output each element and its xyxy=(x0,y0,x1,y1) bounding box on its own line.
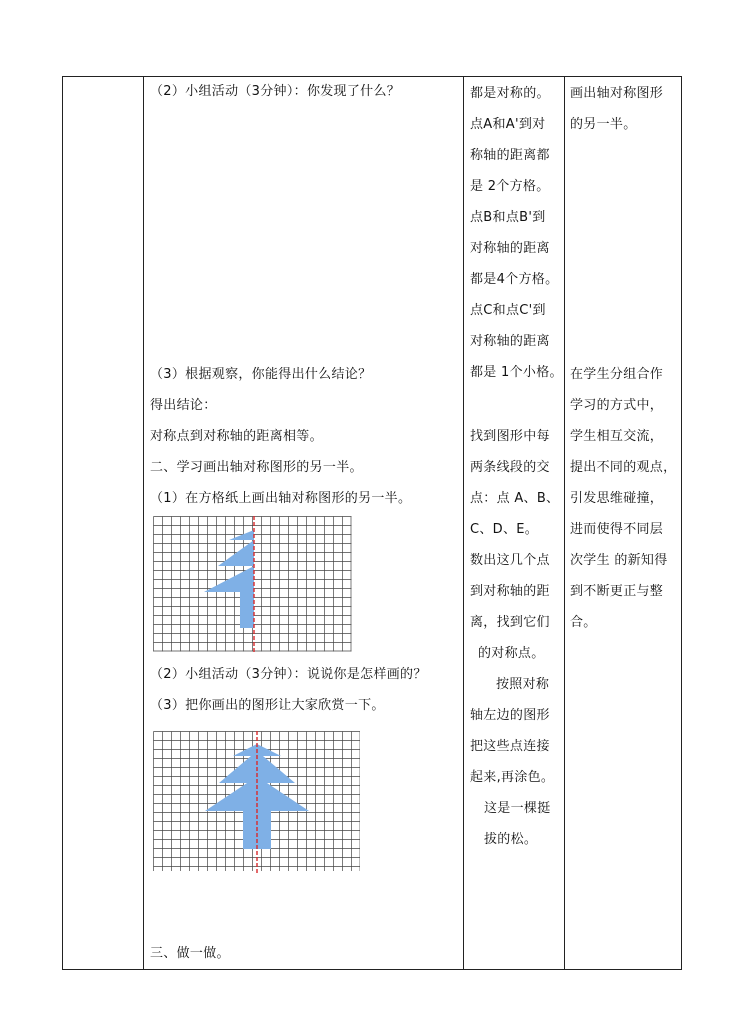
col4-line-6: 提出不同的观点， xyxy=(570,460,677,475)
col3-line-10: 都是 1个小格。 xyxy=(470,365,563,380)
col3-line-1: 都是对称的。 xyxy=(470,86,550,101)
col3-line-11: 找到图形中每 xyxy=(470,429,550,444)
conclusion-label: 得出结论： xyxy=(150,398,217,413)
half-tree-shape xyxy=(204,530,254,628)
col4-line-10: 到不断更正与整 xyxy=(570,584,664,599)
col3-line-3: 称轴的距离都 xyxy=(470,148,550,163)
col3-line-7: 都是4个方格。 xyxy=(470,272,559,287)
conclusion-text: 对称点到对称轴的距离相等。 xyxy=(150,429,323,444)
section-2-heading: 二、学习画出轴对称图形的另一半。 xyxy=(150,460,363,475)
column-divider-2 xyxy=(463,76,464,970)
col3-line-16: 到对称轴的距 xyxy=(470,584,550,599)
col4-line-11: 合。 xyxy=(570,615,597,630)
col4-line-3: 在学生分组合作 xyxy=(570,367,664,382)
col3-line-13: 点：点 A、B、 xyxy=(470,491,560,506)
section-3-heading: 三、做一做。 xyxy=(150,946,230,961)
col3-line-6: 对称轴的距离 xyxy=(470,241,550,256)
step-3-text: （3）把你画出的图形让大家欣赏一下。 xyxy=(150,698,385,713)
half-tree-grid xyxy=(153,516,353,654)
col3-line-15: 数出这几个点 xyxy=(470,553,550,568)
column-divider-1 xyxy=(143,76,144,970)
col4-line-2: 的另一半。 xyxy=(570,117,637,132)
col4-line-4: 学习的方式中， xyxy=(570,398,664,413)
column-divider-3 xyxy=(564,76,565,970)
col3-line-14: C、D、E。 xyxy=(470,522,539,537)
col3-line-17: 离，找到它们 xyxy=(470,615,550,630)
col4-line-1: 画出轴对称图形 xyxy=(570,86,664,101)
col3-line-23: 这是一棵挺 xyxy=(484,801,551,816)
col4-line-7: 引发思维碰撞， xyxy=(570,491,664,506)
question-3-text: （3）根据观察，你能得出什么结论？ xyxy=(150,367,372,382)
col3-line-12: 两条线段的交 xyxy=(470,460,550,475)
full-tree-grid xyxy=(153,731,360,873)
col3-line-5: 点B和点B'到 xyxy=(470,210,546,225)
col4-line-5: 学生相互交流， xyxy=(570,429,664,444)
col3-line-2: 点A和A'到对 xyxy=(470,117,546,132)
col3-line-24: 拔的松。 xyxy=(484,832,538,847)
col3-line-22: 起来,再涂色。 xyxy=(470,770,555,785)
activity-2-text: （2）小组活动（3分钟）：你发现了什么？ xyxy=(150,84,401,99)
col4-line-9: 次学生 的新知得 xyxy=(570,553,668,568)
col3-line-8: 点C和点C'到 xyxy=(470,303,546,318)
step-2-text: （2）小组活动（3分钟）：说说你是怎样画的？ xyxy=(150,667,427,682)
col3-line-19: 按照对称 xyxy=(496,677,550,692)
col3-line-4: 是 2个方格。 xyxy=(470,179,550,194)
col3-line-18: 的对称点。 xyxy=(478,646,545,661)
col3-line-9: 对称轴的距离 xyxy=(470,334,550,349)
col3-line-20: 轴左边的图形 xyxy=(470,708,550,723)
col3-line-21: 把这些点连接 xyxy=(470,739,550,754)
step-1-text: （1）在方格纸上画出轴对称图形的另一半。 xyxy=(150,491,412,506)
col4-line-8: 进而使得不同层 xyxy=(570,522,664,537)
